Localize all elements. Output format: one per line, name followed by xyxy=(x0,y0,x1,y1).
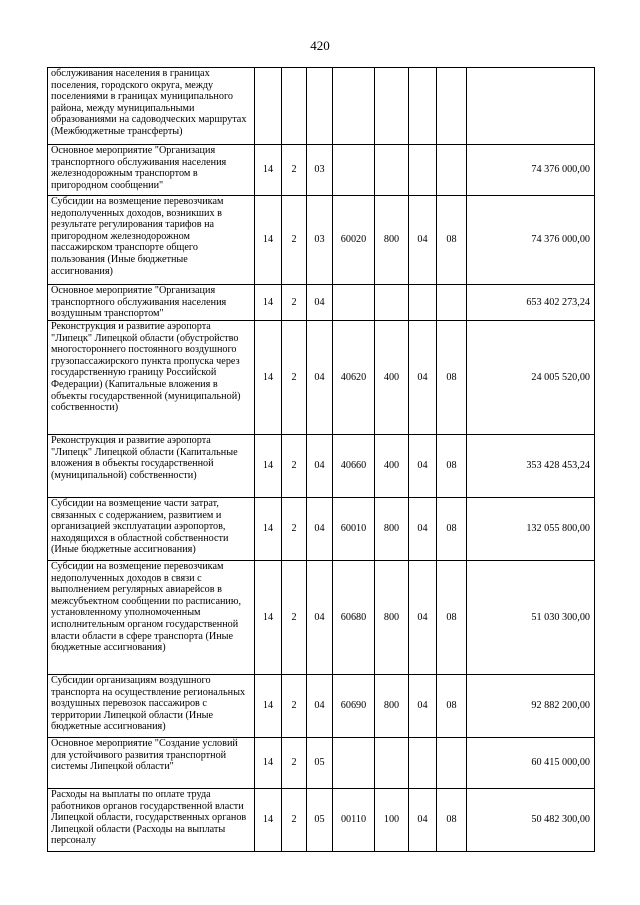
table-row xyxy=(48,285,595,321)
subsection-code-cell: 05 xyxy=(307,738,333,789)
section-code-cell: 2 xyxy=(282,321,307,435)
subdivision-code-cell xyxy=(437,285,467,321)
amount-cell: 132 055 800,00 xyxy=(467,498,595,561)
row-name-cell: обслуживания населения в границах поселения, городского округа, между поселениями в границах муниципального района, между муниципальными образованиями на садоводческих маршрутах (Межбюджетные трансферты) xyxy=(48,68,255,145)
expense-type-cell: 800 xyxy=(375,561,409,675)
ministry-code-cell: 14 xyxy=(255,321,282,435)
table-row xyxy=(48,789,595,852)
section-code-cell: 2 xyxy=(282,435,307,498)
ministry-code-cell: 14 xyxy=(255,435,282,498)
amount-cell: 653 402 273,24 xyxy=(467,285,595,321)
section-code-cell: 2 xyxy=(282,498,307,561)
target-code-cell: 60020 xyxy=(333,196,375,285)
subdivision-code-cell: 08 xyxy=(437,675,467,738)
target-code-cell: 00110 xyxy=(333,789,375,852)
division-code-cell xyxy=(409,285,437,321)
section-code-cell: 2 xyxy=(282,675,307,738)
amount-cell: 353 428 453,24 xyxy=(467,435,595,498)
amount-cell: 51 030 300,00 xyxy=(467,561,595,675)
subsection-code-cell: 05 xyxy=(307,789,333,852)
amount-cell: 24 005 520,00 xyxy=(467,321,595,435)
division-code-cell: 04 xyxy=(409,561,437,675)
expense-type-cell: 800 xyxy=(375,498,409,561)
section-code-cell: 2 xyxy=(282,285,307,321)
target-code-cell xyxy=(333,145,375,196)
table-body xyxy=(48,68,595,852)
subsection-code-cell: 04 xyxy=(307,285,333,321)
ministry-code-cell: 14 xyxy=(255,789,282,852)
target-code-cell xyxy=(333,285,375,321)
subdivision-code-cell: 08 xyxy=(437,561,467,675)
ministry-code-cell: 14 xyxy=(255,561,282,675)
section-code-cell: 2 xyxy=(282,145,307,196)
target-code-cell: 40620 xyxy=(333,321,375,435)
row-name-cell: Субсидии на возмещение части затрат, связанных с содержанием, развитием и организацией эксплуатации аэропортов, находящихся в областной собственности (Иные бюджетные ассигнования) xyxy=(48,498,255,561)
row-name-cell: Основное мероприятие "Создание условий для устойчивого развития транспортной системы Липецкой области" xyxy=(48,738,255,789)
expense-type-cell xyxy=(375,738,409,789)
amount-cell: 74 376 000,00 xyxy=(467,196,595,285)
subsection-code-cell xyxy=(307,68,333,145)
division-code-cell: 04 xyxy=(409,196,437,285)
subsection-code-cell: 03 xyxy=(307,196,333,285)
subsection-code-cell: 03 xyxy=(307,145,333,196)
subdivision-code-cell xyxy=(437,145,467,196)
division-code-cell: 04 xyxy=(409,321,437,435)
ministry-code-cell: 14 xyxy=(255,738,282,789)
section-code-cell: 2 xyxy=(282,789,307,852)
row-name-cell: Основное мероприятие "Организация транспортного обслуживания населения железнодорожным транспортом в пригородном сообщении" xyxy=(48,145,255,196)
target-code-cell xyxy=(333,738,375,789)
table-row xyxy=(48,498,595,561)
expense-type-cell xyxy=(375,68,409,145)
table-row xyxy=(48,561,595,675)
table-row xyxy=(48,145,595,196)
section-code-cell: 2 xyxy=(282,196,307,285)
expense-type-cell: 400 xyxy=(375,435,409,498)
ministry-code-cell: 14 xyxy=(255,145,282,196)
division-code-cell xyxy=(409,145,437,196)
amount-cell: 74 376 000,00 xyxy=(467,145,595,196)
amount-cell: 60 415 000,00 xyxy=(467,738,595,789)
subsection-code-cell: 04 xyxy=(307,561,333,675)
row-name-cell: Субсидии организациям воздушного транспорта на осуществление региональных воздушных перевозок пассажиров с территории Липецкой области (Иные бюджетные ассигнования) xyxy=(48,675,255,738)
amount-cell xyxy=(467,68,595,145)
row-name-cell: Расходы на выплаты по оплате труда работников органов государственной власти Липецкой области, государственных органов Липецкой области (Расходы на выплаты персоналу xyxy=(48,789,255,852)
ministry-code-cell: 14 xyxy=(255,675,282,738)
ministry-code-cell: 14 xyxy=(255,196,282,285)
target-code-cell: 60680 xyxy=(333,561,375,675)
division-code-cell xyxy=(409,738,437,789)
ministry-code-cell xyxy=(255,68,282,145)
table-row xyxy=(48,68,595,145)
subdivision-code-cell xyxy=(437,738,467,789)
page-number: 420 xyxy=(310,38,330,53)
subdivision-code-cell: 08 xyxy=(437,789,467,852)
target-code-cell xyxy=(333,68,375,145)
division-code-cell: 04 xyxy=(409,435,437,498)
section-code-cell: 2 xyxy=(282,738,307,789)
subsection-code-cell: 04 xyxy=(307,321,333,435)
table-row xyxy=(48,675,595,738)
subdivision-code-cell: 08 xyxy=(437,196,467,285)
amount-cell: 50 482 300,00 xyxy=(467,789,595,852)
row-name-cell: Субсидии на возмещение перевозчикам недополученных доходов в связи с выполнением регулярных авиарейсов в межсубъектном сообщении по расписанию, установленному уполномоченным исполнительным органом государственной власти области в сфере транспорта (Иные бюджетные ассигнования) xyxy=(48,561,255,675)
budget-table xyxy=(47,67,595,852)
section-code-cell xyxy=(282,68,307,145)
expense-type-cell: 800 xyxy=(375,196,409,285)
subdivision-code-cell xyxy=(437,68,467,145)
expense-type-cell xyxy=(375,285,409,321)
amount-cell: 92 882 200,00 xyxy=(467,675,595,738)
division-code-cell xyxy=(409,68,437,145)
section-code-cell: 2 xyxy=(282,561,307,675)
subdivision-code-cell: 08 xyxy=(437,435,467,498)
table-row xyxy=(48,435,595,498)
division-code-cell: 04 xyxy=(409,498,437,561)
subdivision-code-cell: 08 xyxy=(437,498,467,561)
row-name-cell: Основное мероприятие "Организация транспортного обслуживания населения воздушным транспортом" xyxy=(48,285,255,321)
subdivision-code-cell: 08 xyxy=(437,321,467,435)
division-code-cell: 04 xyxy=(409,789,437,852)
expense-type-cell: 800 xyxy=(375,675,409,738)
table-row xyxy=(48,738,595,789)
table-row xyxy=(48,321,595,435)
row-name-cell: Реконструкция и развитие аэропорта "Липецк" Липецкой области (Капитальные вложения в объекты государственной (муниципальной) собственности) xyxy=(48,435,255,498)
row-name-cell: Субсидии на возмещение перевозчикам недополученных доходов, возникших в результате регулирования тарифов на пригородном железнодорожном пассажирском транспорте общего пользования (Иные бюджетные ассигнования) xyxy=(48,196,255,285)
ministry-code-cell: 14 xyxy=(255,498,282,561)
target-code-cell: 40660 xyxy=(333,435,375,498)
row-name-cell: Реконструкция и развитие аэропорта "Липецк" Липецкой области (обустройство многостороннего постоянного воздушного грузопассажирского пункта пропуска через государственную границу Российской Федерации) (Капитальные вложения в объекты государственной (муниципальной) собственности) xyxy=(48,321,255,435)
ministry-code-cell: 14 xyxy=(255,285,282,321)
subsection-code-cell: 04 xyxy=(307,675,333,738)
division-code-cell: 04 xyxy=(409,675,437,738)
target-code-cell: 60690 xyxy=(333,675,375,738)
subsection-code-cell: 04 xyxy=(307,435,333,498)
expense-type-cell: 400 xyxy=(375,321,409,435)
subsection-code-cell: 04 xyxy=(307,498,333,561)
table-row xyxy=(48,196,595,285)
expense-type-cell: 100 xyxy=(375,789,409,852)
target-code-cell: 60010 xyxy=(333,498,375,561)
expense-type-cell xyxy=(375,145,409,196)
